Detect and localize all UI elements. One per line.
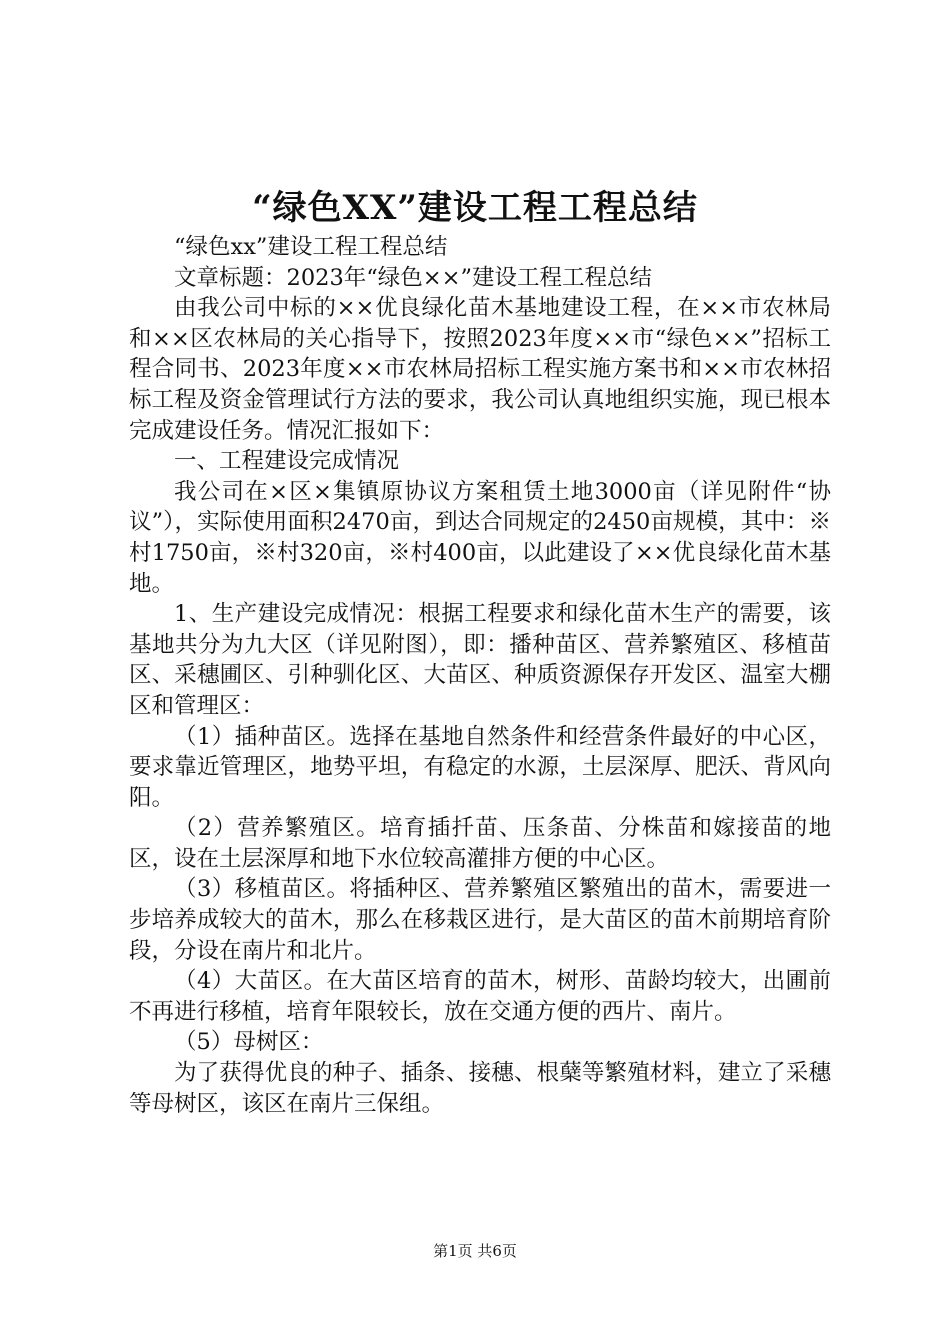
page-footer: 第1页 共6页: [433, 1242, 517, 1260]
paragraph-item-5: （5）母树区：: [174, 1029, 324, 1056]
section-heading-completion: 一、工程建设完成情况: [174, 448, 400, 475]
paragraph-article-title: 文章标题：2023年“绿色××”建设工程工程总结: [174, 264, 652, 291]
paragraph-production: 1、生产建设完成情况：根据工程要求和绿化苗木生产的需要，该基地共分为九大区（详见附图），即：播种苗区、营养繁殖区、移植苗区、采穗圃区、引种驯化区、大苗区、种质资源保存开发区、温室大棚区和管理区：: [129, 601, 831, 719]
paragraph-item-1: （1）插种苗区。选择在基地自然条件和经营条件最好的中心区，要求靠近管理区，地势平坦，有稳定的水源，土层深厚、肥沃、背风向阳。: [129, 723, 831, 811]
paragraph-item-4: （4）大苗区。在大苗区培育的苗木，树形、苗龄均较大，出圃前不再进行移植，培育年限较长，放在交通方便的西片、南片。: [129, 968, 831, 1025]
paragraph-subtitle: “绿色xx”建设工程工程总结: [174, 234, 448, 260]
paragraph-land-use: 我公司在×区×集镇原协议方案租赁土地3000亩（详见附件“协议”），实际使用面积2470亩，到达合同规定的2450亩规模，其中：※村1750亩，※村320亩，※村400亩，以此建设了××优良绿化苗木基地。: [129, 478, 831, 597]
document-body: [129, 232, 831, 1119]
paragraph-mother-tree: 为了获得优良的种子、插条、接穗、根蘖等繁殖材料，建立了采穗等母树区，该区在南片三保组。: [129, 1060, 831, 1117]
paragraph-intro: 由我公司中标的××优良绿化苗木基地建设工程，在××市农林局和××区农林局的关心指导下，按照2023年度××市“绿色××”招标工程合同书、2023年度××市农林局招标工程实施方案书和××市农林招标工程及资金管理试行方法的要求，我公司认真地组织实施，现已根本完成建设任务。情况汇报如下：: [129, 295, 831, 444]
paragraph-item-2: （2）营养繁殖区。培育插扦苗、压条苗、分株苗和嫁接苗的地区，设在土层深厚和地下水位较高灌排方便的中心区。: [129, 815, 831, 872]
paragraph-item-3: （3）移植苗区。将插种区、营养繁殖区繁殖出的苗木，需要进一步培养成较大的苗木，那么在移栽区进行，是大苗区的苗木前期培育阶段，分设在南片和北片。: [129, 876, 831, 964]
document-title: “绿色XX”建设工程工程总结: [252, 188, 698, 228]
